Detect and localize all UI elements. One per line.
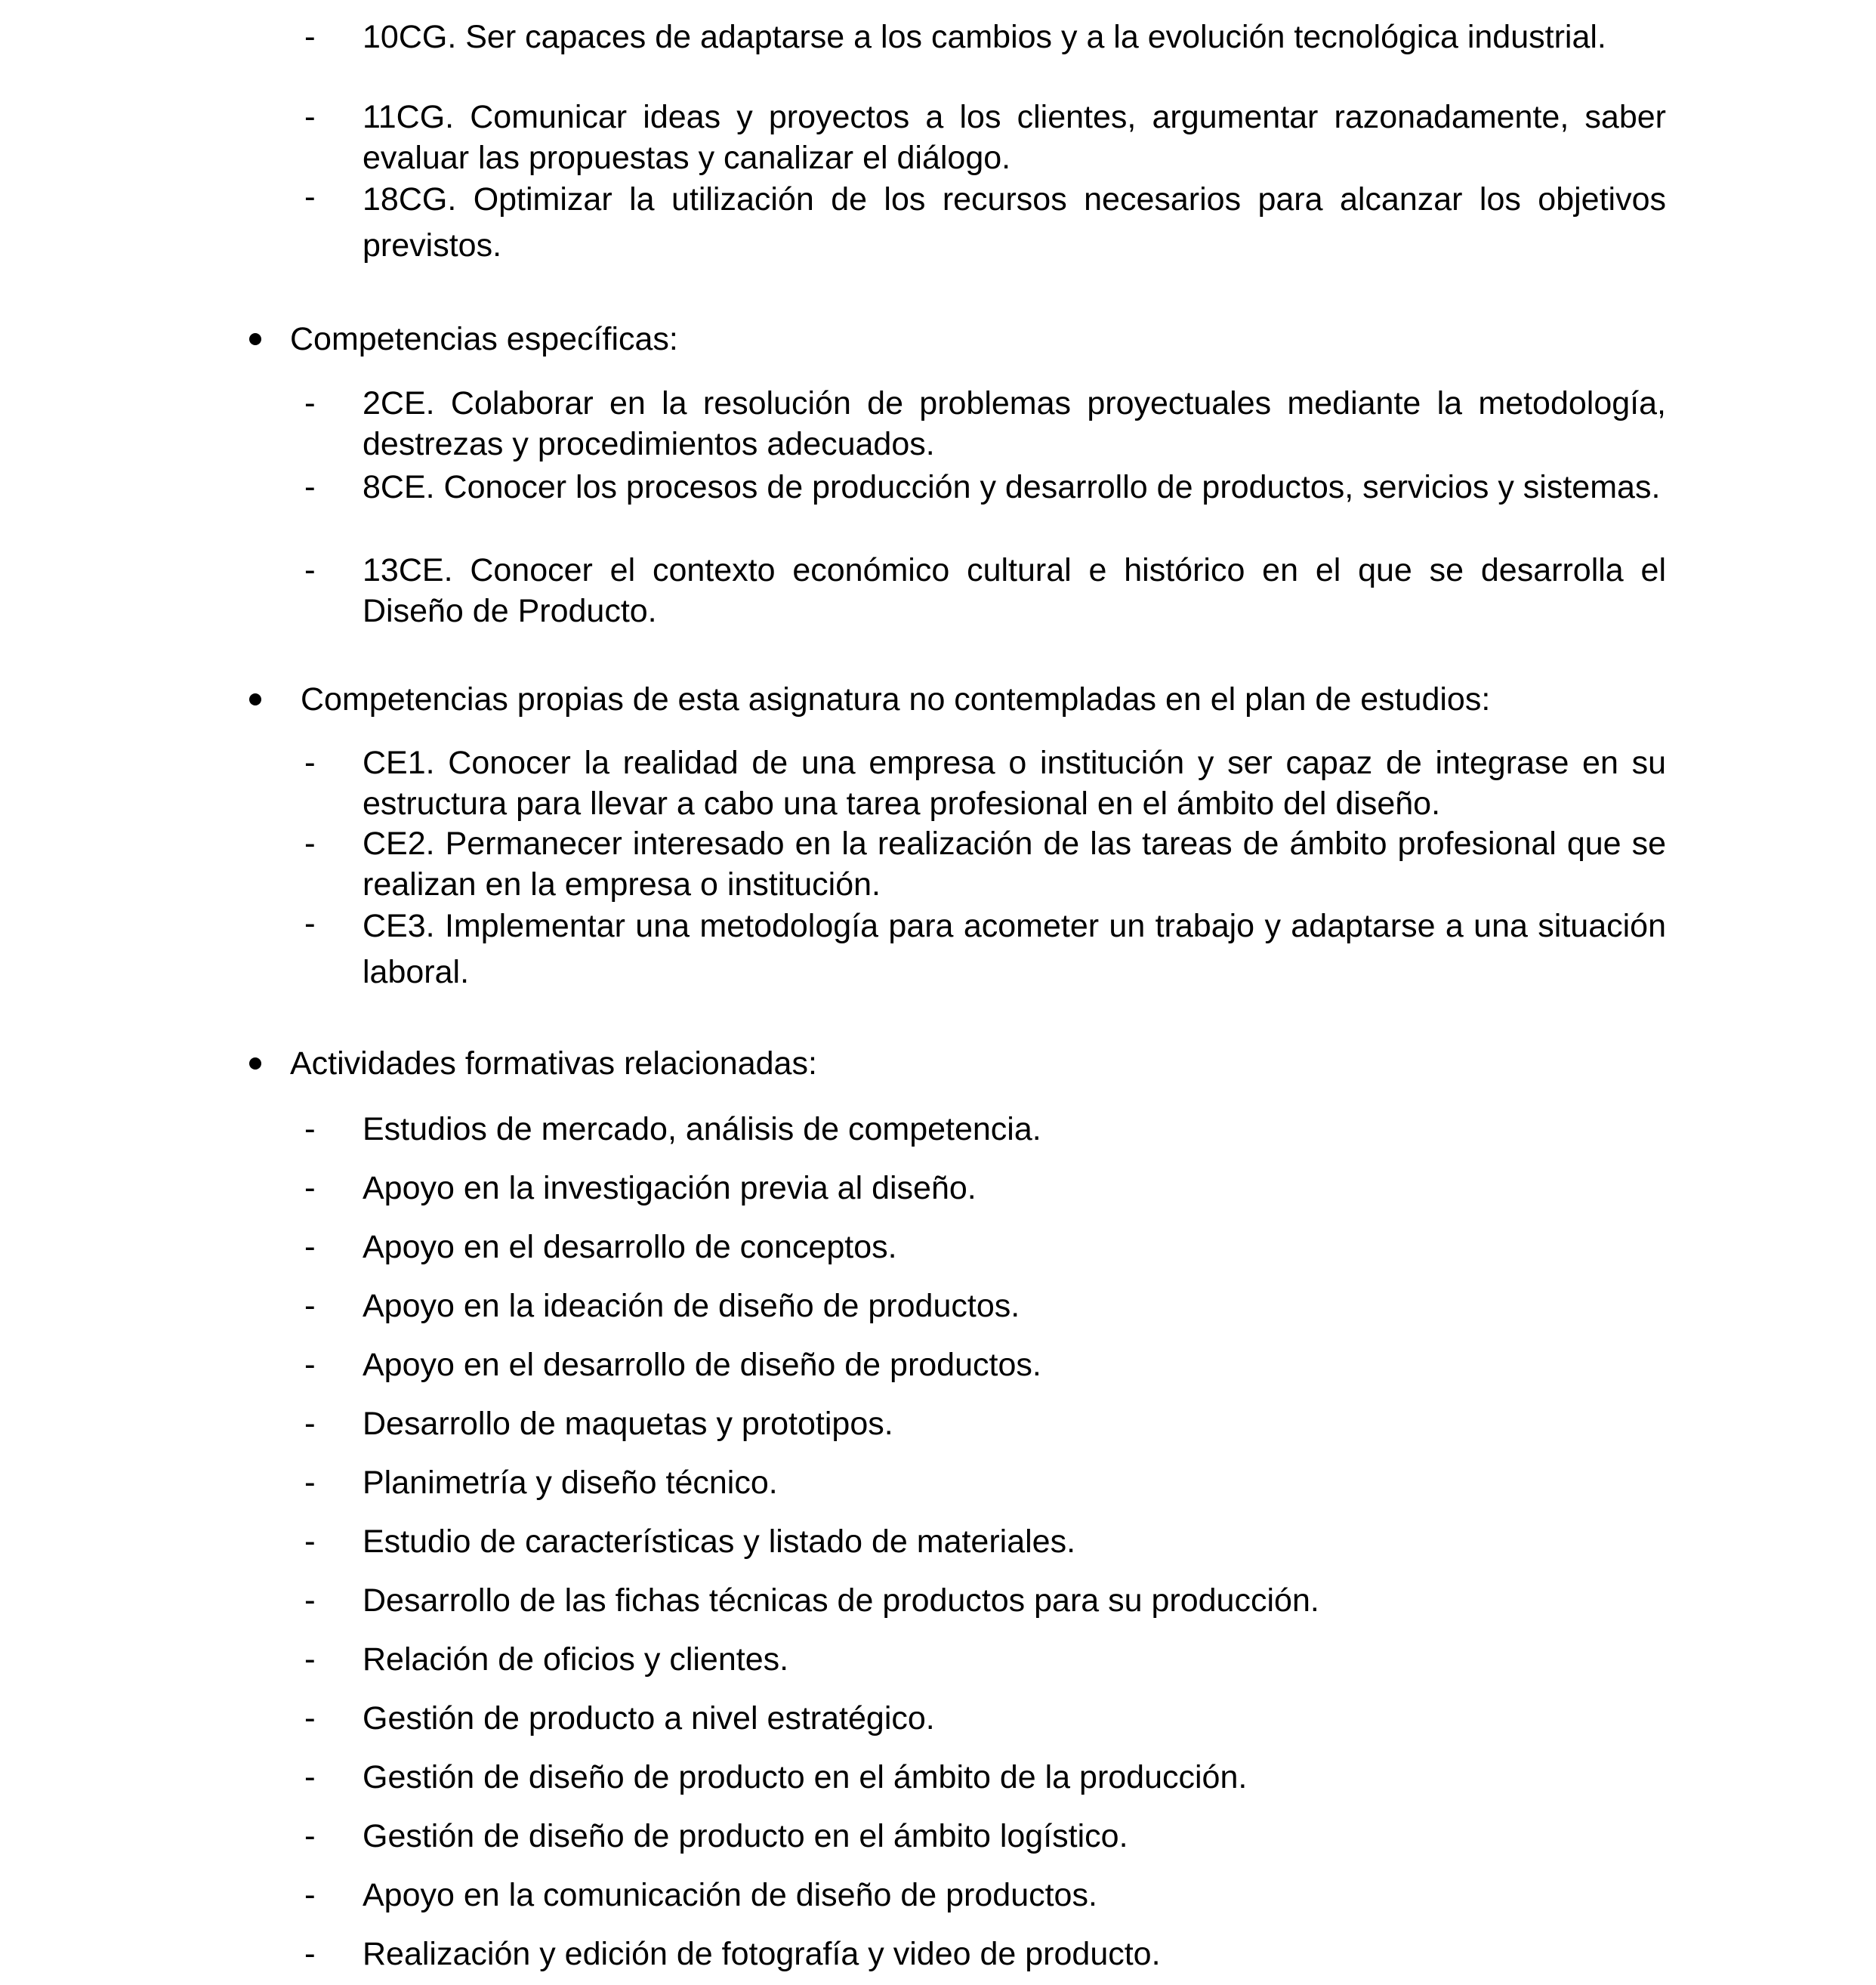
- section-heading-text: Competencias específicas:: [290, 321, 678, 357]
- dash-marker: -: [304, 1935, 316, 1972]
- list-item-text: Realización y edición de fotografía y video de producto.: [363, 1936, 1161, 1972]
- dash-marker: -: [304, 1110, 316, 1147]
- list-item-text: 2CE. Colaborar en la resolución de problemas proyectuales mediante la metodología, destrezas y procedimientos adecuados.: [363, 385, 1666, 462]
- bullet-icon: [249, 693, 261, 705]
- dash-marker: -: [304, 1817, 316, 1854]
- dash-marker: -: [304, 1523, 316, 1560]
- dash-marker: -: [304, 1699, 316, 1736]
- dash-marker: -: [304, 905, 316, 942]
- list-item-text: CE1. Conocer la realidad de una empresa o institución y ser capaz de integrase en su estructura para llevar a cabo una tarea profesional en el ámbito del diseño.: [363, 745, 1666, 822]
- dash-marker: -: [304, 18, 316, 55]
- dash-marker: -: [304, 1169, 316, 1206]
- list-item-text: 11CG. Comunicar ideas y proyectos a los clientes, argumentar razonadamente, saber evaluar las propuestas y canalizar el diálogo.: [363, 99, 1666, 176]
- list-item-text: Desarrollo de maquetas y prototipos.: [363, 1406, 893, 1442]
- dash-marker: -: [304, 825, 316, 862]
- section-heading-text: Actividades formativas relacionadas:: [290, 1045, 817, 1082]
- list-item-text: Gestión de diseño de producto en el ámbito de la producción.: [363, 1759, 1248, 1795]
- list-item-text: Gestión de producto a nivel estratégico.: [363, 1700, 935, 1736]
- dash-marker: -: [304, 1228, 316, 1265]
- list-item-text: Estudio de características y listado de materiales.: [363, 1523, 1076, 1560]
- list-item-text: Gestión de diseño de producto en el ámbito logístico.: [363, 1818, 1128, 1854]
- dash-marker: -: [304, 551, 316, 588]
- list-item-text: Estudios de mercado, análisis de competencia.: [363, 1111, 1041, 1147]
- dash-marker: -: [304, 384, 316, 421]
- list-item-text: Planimetría y diseño técnico.: [363, 1465, 778, 1501]
- list-item-text: Desarrollo de las fichas técnicas de productos para su producción.: [363, 1582, 1319, 1619]
- dash-marker: -: [304, 744, 316, 781]
- list-item-text: 8CE. Conocer los procesos de producción y desarrollo de productos, servicios y sistemas.: [363, 469, 1661, 505]
- list-item-text: CE2. Permanecer interesado en la realización de las tareas de ámbito profesional que se realizan en la empresa o institución.: [363, 826, 1666, 903]
- list-item-text: 18CG. Optimizar la utilización de los recursos necesarios para alcanzar los objetivos previstos.: [363, 181, 1666, 264]
- dash-marker: -: [304, 178, 316, 215]
- list-item-text: Apoyo en la ideación de diseño de productos.: [363, 1288, 1020, 1324]
- dash-marker: -: [304, 1582, 316, 1619]
- list-item-text: 13CE. Conocer el contexto económico cultural e histórico en el que se desarrolla el Diseño de Producto.: [363, 552, 1666, 629]
- bullet-icon: [249, 333, 261, 345]
- list-item-text: CE3. Implementar una metodología para acometer un trabajo y adaptarse a una situación laboral.: [363, 908, 1666, 990]
- list-item-text: Apoyo en el desarrollo de conceptos.: [363, 1229, 897, 1265]
- dash-marker: -: [304, 1758, 316, 1795]
- list-item-text: Apoyo en la investigación previa al diseño.: [363, 1170, 977, 1206]
- dash-marker: -: [304, 98, 316, 135]
- dash-marker: -: [304, 1464, 316, 1501]
- dash-marker: -: [304, 1876, 316, 1913]
- list-item-text: Relación de oficios y clientes.: [363, 1641, 789, 1678]
- dash-marker: -: [304, 1287, 316, 1324]
- dash-marker: -: [304, 468, 316, 505]
- section-heading-text: Competencias propias de esta asignatura no contempladas en el plan de estudios:: [301, 681, 1491, 718]
- dash-marker: -: [304, 1346, 316, 1383]
- dash-marker: -: [304, 1405, 316, 1442]
- list-item-text: Apoyo en la comunicación de diseño de productos.: [363, 1877, 1097, 1913]
- dash-marker: -: [304, 1641, 316, 1678]
- list-item-text: 10CG. Ser capaces de adaptarse a los cambios y a la evolución tecnológica industrial.: [363, 19, 1606, 55]
- list-item-text: Apoyo en el desarrollo de diseño de productos.: [363, 1347, 1041, 1383]
- bullet-icon: [249, 1057, 261, 1070]
